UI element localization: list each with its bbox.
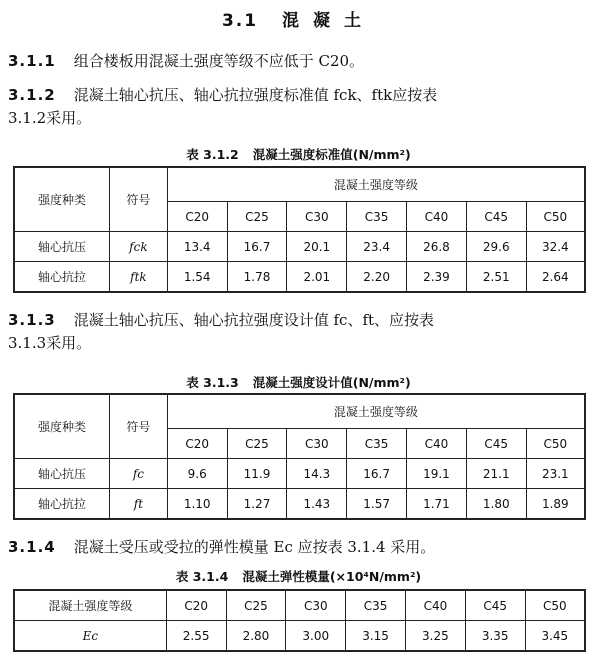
value-cell: 3.45 [525,621,585,652]
grade-cell: C35 [347,202,407,232]
value-cell: 1.89 [526,489,585,520]
value-cell: 3.00 [286,621,346,652]
grade-cell: C40 [407,202,467,232]
grade-cell: C30 [287,202,347,232]
clause-text: 混凝土轴心抗压、轴心抗拉强度标准值 fck、ftk应按表 [73,86,438,104]
value-cell: 1.27 [227,489,287,520]
clause-number: 3.1.1 [8,52,56,70]
table-title: 混凝土弹性模量(×10⁴N/mm²) [242,569,422,584]
row-symbol: ft [110,489,168,520]
section-name: 混凝土 [282,11,376,31]
value-cell: 2.20 [347,262,407,293]
value-cell: 32.4 [526,232,585,262]
table-row [14,459,585,489]
value-cell: 16.7 [347,459,407,489]
header-strength-type: 强度种类 [14,394,110,459]
header-grade: 混凝土强度等级 [14,590,166,621]
value-cell: 3.35 [465,621,525,652]
clause-number: 3.1.2 [8,86,56,104]
value-cell: 2.01 [287,262,347,293]
row-symbol: fck [110,232,168,262]
value-cell: 23.1 [526,459,585,489]
header-grade: 混凝土强度等级 [167,394,585,429]
value-cell: 1.54 [167,262,227,293]
grade-cell: C20 [167,202,227,232]
table-caption [0,567,597,585]
header-grade: 混凝土强度等级 [167,167,585,202]
value-cell: 1.57 [347,489,407,520]
table-3-1-3 [13,393,586,520]
table-title: 混凝土强度标准值(N/mm²) [252,147,411,162]
grade-cell: C20 [167,429,227,459]
grade-cell: C50 [526,429,585,459]
grade-cell: C50 [525,590,585,621]
section-title [0,6,597,31]
value-cell: 23.4 [347,232,407,262]
value-cell: 1.80 [466,489,526,520]
row-label: 轴心抗拉 [14,262,110,293]
grade-cell: C40 [405,590,465,621]
value-cell: 19.1 [407,459,467,489]
value-cell: 21.1 [466,459,526,489]
value-cell: 26.8 [407,232,467,262]
value-cell: 1.78 [227,262,287,293]
value-cell: 3.25 [405,621,465,652]
grade-cell: C45 [466,429,526,459]
table-number: 表 3.1.2 [186,147,239,162]
clause-3-1-3 [8,309,593,355]
clause-text-continued: 3.1.2采用。 [8,109,92,127]
clause-text: 混凝土受压或受拉的弹性模量 Ec 应按表 3.1.4 采用。 [73,538,436,556]
grade-cell: C45 [465,590,525,621]
value-cell: 2.39 [407,262,467,293]
value-cell: 2.51 [466,262,526,293]
clause-3-1-1 [8,50,593,73]
clause-number: 3.1.4 [8,538,56,556]
table-number: 表 3.1.4 [175,569,229,584]
table-row [14,489,585,520]
grade-cell: C45 [466,202,526,232]
grade-cell: C30 [286,590,346,621]
row-label: 轴心抗拉 [14,489,110,520]
value-cell: 1.43 [287,489,347,520]
value-cell: 11.9 [227,459,287,489]
row-symbol: fc [110,459,168,489]
clause-text-continued: 3.1.3采用。 [8,334,92,352]
value-cell: 2.55 [166,621,226,652]
grade-cell: C20 [166,590,226,621]
value-cell: 2.80 [226,621,286,652]
header-strength-type: 强度种类 [14,167,110,232]
table-row [14,232,585,262]
grade-cell: C35 [346,590,406,621]
table-row [14,621,585,652]
clause-text: 组合楼板用混凝土强度等级不应低于 C20。 [73,52,365,70]
value-cell: 16.7 [227,232,287,262]
value-cell: 20.1 [287,232,347,262]
table-caption [0,373,597,391]
value-cell: 2.64 [526,262,585,293]
value-cell: 1.71 [407,489,467,520]
grade-cell: C50 [526,202,585,232]
grade-cell: C25 [226,590,286,621]
table-3-1-2 [13,166,586,293]
value-cell: 1.10 [167,489,227,520]
row-symbol: ftk [110,262,168,293]
table-3-1-4 [13,589,586,652]
header-symbol: 符号 [110,167,168,232]
grade-cell: C25 [227,429,287,459]
clause-3-1-2 [8,84,593,130]
row-label: 轴心抗压 [14,232,110,262]
table-title: 混凝土强度设计值(N/mm²) [252,375,411,390]
value-cell: 13.4 [167,232,227,262]
header-symbol: 符号 [110,394,168,459]
value-cell: 29.6 [466,232,526,262]
table-row [14,262,585,293]
grade-cell: C30 [287,429,347,459]
section-number: 3.1 [221,11,259,31]
grade-cell: C35 [347,429,407,459]
grade-cell: C40 [407,429,467,459]
clause-number: 3.1.3 [8,311,56,329]
value-cell: 3.15 [346,621,406,652]
clause-text: 混凝土轴心抗压、轴心抗拉强度设计值 fc、ft、应按表 [73,311,435,329]
table-caption [0,145,597,163]
grade-cell: C25 [227,202,287,232]
table-number: 表 3.1.3 [186,375,239,390]
row-label: Ec [14,621,166,652]
value-cell: 14.3 [287,459,347,489]
row-label: 轴心抗压 [14,459,110,489]
clause-3-1-4 [8,536,593,559]
value-cell: 9.6 [167,459,227,489]
